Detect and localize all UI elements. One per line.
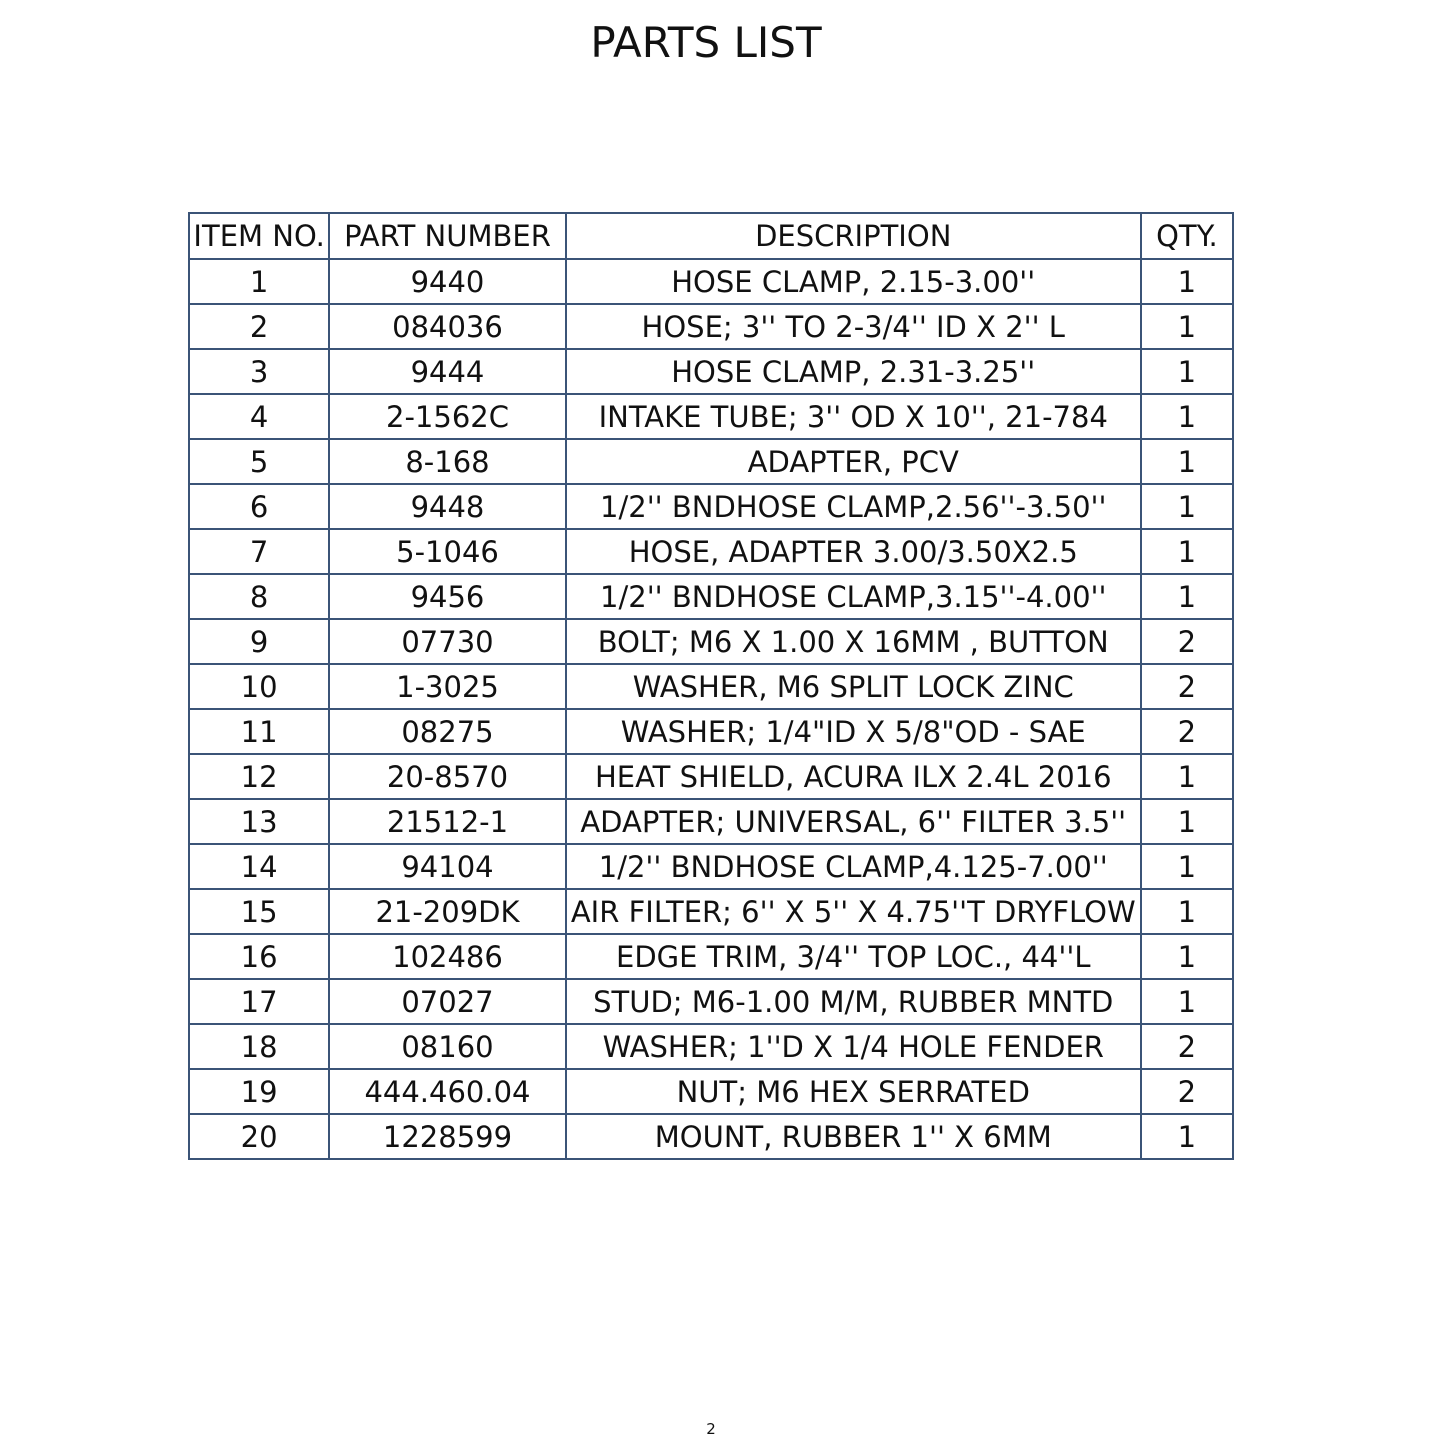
qty-cell: 1	[1141, 934, 1233, 979]
item-no-cell: 11	[189, 709, 329, 754]
qty-cell: 1	[1141, 844, 1233, 889]
table-row	[189, 934, 1233, 979]
header-part-number: PART NUMBER	[329, 213, 565, 259]
qty-cell: 1	[1141, 574, 1233, 619]
table-row	[189, 259, 1233, 304]
qty-cell: 1	[1141, 394, 1233, 439]
part-number-cell: 084036	[329, 304, 565, 349]
parts-table	[188, 212, 1234, 1160]
table-row	[189, 844, 1233, 889]
item-no-cell: 16	[189, 934, 329, 979]
table-row	[189, 394, 1233, 439]
table-row	[189, 304, 1233, 349]
part-number-cell: 20-8570	[329, 754, 565, 799]
description-cell: STUD; M6-1.00 M/M, RUBBER MNTD	[566, 979, 1141, 1024]
header-item-no: ITEM NO.	[189, 213, 329, 259]
item-no-cell: 2	[189, 304, 329, 349]
table-row	[189, 439, 1233, 484]
table-header-row	[189, 213, 1233, 259]
qty-cell: 1	[1141, 484, 1233, 529]
item-no-cell: 10	[189, 664, 329, 709]
table-row	[189, 349, 1233, 394]
description-cell: HOSE; 3'' TO 2-3/4'' ID X 2'' L	[566, 304, 1141, 349]
part-number-cell: 21-209DK	[329, 889, 565, 934]
qty-cell: 1	[1141, 799, 1233, 844]
qty-cell: 2	[1141, 709, 1233, 754]
description-cell: HEAT SHIELD, ACURA ILX 2.4L 2016	[566, 754, 1141, 799]
item-no-cell: 3	[189, 349, 329, 394]
part-number-cell: 102486	[329, 934, 565, 979]
item-no-cell: 9	[189, 619, 329, 664]
table-row	[189, 754, 1233, 799]
table-row	[189, 574, 1233, 619]
qty-cell: 1	[1141, 259, 1233, 304]
part-number-cell: 8-168	[329, 439, 565, 484]
parts-table-body	[189, 259, 1233, 1159]
item-no-cell: 1	[189, 259, 329, 304]
description-cell: WASHER; 1/4"ID X 5/8"OD - SAE	[566, 709, 1141, 754]
qty-cell: 1	[1141, 349, 1233, 394]
table-row	[189, 1114, 1233, 1159]
table-row	[189, 664, 1233, 709]
qty-cell: 1	[1141, 304, 1233, 349]
table-row	[189, 1069, 1233, 1114]
qty-cell: 2	[1141, 664, 1233, 709]
header-qty: QTY.	[1141, 213, 1233, 259]
description-cell: 1/2'' BNDHOSE CLAMP,4.125-7.00''	[566, 844, 1141, 889]
qty-cell: 2	[1141, 619, 1233, 664]
description-cell: EDGE TRIM, 3/4'' TOP LOC., 44''L	[566, 934, 1141, 979]
part-number-cell: 5-1046	[329, 529, 565, 574]
item-no-cell: 5	[189, 439, 329, 484]
description-cell: MOUNT, RUBBER 1'' X 6MM	[566, 1114, 1141, 1159]
part-number-cell: 9444	[329, 349, 565, 394]
description-cell: ADAPTER, PCV	[566, 439, 1141, 484]
qty-cell: 1	[1141, 1114, 1233, 1159]
part-number-cell: 9440	[329, 259, 565, 304]
item-no-cell: 14	[189, 844, 329, 889]
page-number: 2	[706, 1420, 716, 1438]
part-number-cell: 1-3025	[329, 664, 565, 709]
part-number-cell: 08275	[329, 709, 565, 754]
item-no-cell: 7	[189, 529, 329, 574]
table-row	[189, 484, 1233, 529]
description-cell: HOSE CLAMP, 2.15-3.00''	[566, 259, 1141, 304]
item-no-cell: 18	[189, 1024, 329, 1069]
header-description: DESCRIPTION	[566, 213, 1141, 259]
item-no-cell: 13	[189, 799, 329, 844]
item-no-cell: 19	[189, 1069, 329, 1114]
item-no-cell: 17	[189, 979, 329, 1024]
description-cell: 1/2'' BNDHOSE CLAMP,2.56''-3.50''	[566, 484, 1141, 529]
qty-cell: 1	[1141, 529, 1233, 574]
part-number-cell: 2-1562C	[329, 394, 565, 439]
table-row	[189, 529, 1233, 574]
description-cell: AIR FILTER; 6'' X 5'' X 4.75''T DRYFLOW	[566, 889, 1141, 934]
part-number-cell: 07730	[329, 619, 565, 664]
qty-cell: 1	[1141, 889, 1233, 934]
table-row	[189, 619, 1233, 664]
item-no-cell: 12	[189, 754, 329, 799]
item-no-cell: 15	[189, 889, 329, 934]
item-no-cell: 8	[189, 574, 329, 619]
description-cell: INTAKE TUBE; 3'' OD X 10'', 21-784	[566, 394, 1141, 439]
table-row	[189, 979, 1233, 1024]
item-no-cell: 4	[189, 394, 329, 439]
part-number-cell: 94104	[329, 844, 565, 889]
part-number-cell: 07027	[329, 979, 565, 1024]
description-cell: BOLT; M6 X 1.00 X 16MM , BUTTON	[566, 619, 1141, 664]
description-cell: HOSE, ADAPTER 3.00/3.50X2.5	[566, 529, 1141, 574]
page-title: PARTS LIST	[590, 18, 822, 67]
qty-cell: 1	[1141, 979, 1233, 1024]
part-number-cell: 9448	[329, 484, 565, 529]
description-cell: WASHER, M6 SPLIT LOCK ZINC	[566, 664, 1141, 709]
table-row	[189, 799, 1233, 844]
description-cell: ADAPTER; UNIVERSAL, 6'' FILTER 3.5''	[566, 799, 1141, 844]
part-number-cell: 08160	[329, 1024, 565, 1069]
qty-cell: 2	[1141, 1024, 1233, 1069]
part-number-cell: 21512-1	[329, 799, 565, 844]
part-number-cell: 1228599	[329, 1114, 565, 1159]
description-cell: HOSE CLAMP, 2.31-3.25''	[566, 349, 1141, 394]
qty-cell: 1	[1141, 439, 1233, 484]
qty-cell: 1	[1141, 754, 1233, 799]
description-cell: NUT; M6 HEX SERRATED	[566, 1069, 1141, 1114]
part-number-cell: 444.460.04	[329, 1069, 565, 1114]
table-row	[189, 889, 1233, 934]
table-row	[189, 709, 1233, 754]
description-cell: 1/2'' BNDHOSE CLAMP,3.15''-4.00''	[566, 574, 1141, 619]
item-no-cell: 20	[189, 1114, 329, 1159]
part-number-cell: 9456	[329, 574, 565, 619]
item-no-cell: 6	[189, 484, 329, 529]
qty-cell: 2	[1141, 1069, 1233, 1114]
description-cell: WASHER; 1''D X 1/4 HOLE FENDER	[566, 1024, 1141, 1069]
table-row	[189, 1024, 1233, 1069]
